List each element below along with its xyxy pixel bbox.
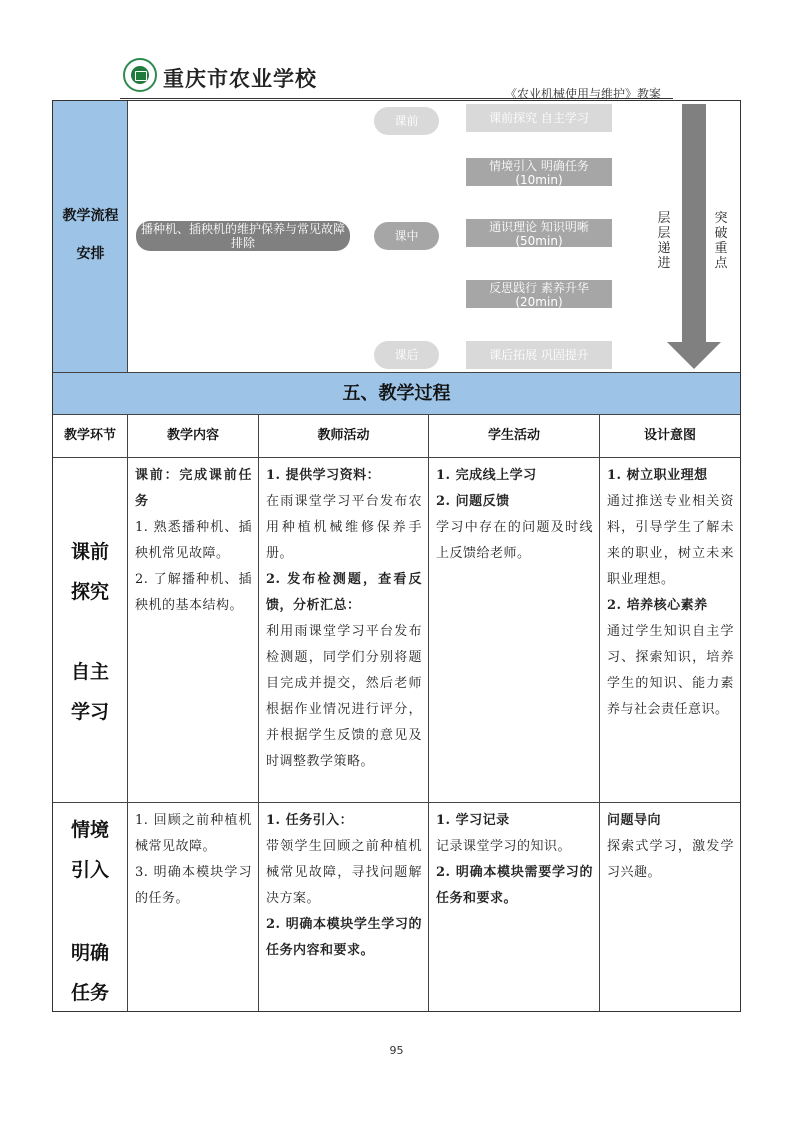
table-cell-intent (600, 803, 740, 1011)
table-cell-teacher (259, 458, 429, 803)
table-cell-content (128, 458, 259, 803)
student-line: 记录课堂学习的知识。 (436, 839, 572, 854)
table-cell-student (429, 803, 600, 1011)
student-line: 1. 完成线上学习 (436, 468, 537, 483)
school-name: 重庆市农业学校 (163, 66, 317, 91)
col-header-content: 教学内容 (128, 415, 259, 458)
phase-pill-during: 课中 (374, 222, 439, 250)
student-line: 学习中存在的问题及时线上反馈给老师。 (436, 520, 593, 561)
phase-pill-before: 课前 (374, 107, 439, 135)
intent-line: 1. 树立职业理想 (607, 468, 708, 483)
content-line: 3. 明确本模块学习的任务。 (135, 865, 252, 906)
intent-line: 2. 培养核心素养 (607, 598, 708, 613)
table-cell-intent (600, 458, 740, 803)
table-row-stage (53, 458, 128, 803)
teacher-line: 1. 任务引入： (266, 813, 354, 828)
content-line: 1. 熟悉播种机、插秧机常见故障。 (135, 520, 252, 561)
student-line: 2. 明确本模块需要学习的任务和要求。 (436, 865, 593, 906)
flow-label-line2: 安排 (76, 246, 105, 262)
intent-line: 探索式学习，激发学习兴趣。 (607, 839, 734, 880)
col-header-student: 学生活动 (429, 415, 600, 458)
table-cell-student (429, 458, 600, 803)
header-divider (120, 98, 673, 99)
stage-text: 情境 (70, 819, 109, 841)
arrow-left-text: 层层递进 (657, 211, 671, 271)
step-box-2 (466, 158, 612, 186)
section-title: 五、教学过程 (53, 373, 740, 415)
content-line: 课前：完成课前任务 (135, 468, 252, 509)
stage-text: 探究 (70, 581, 109, 603)
school-emblem-icon (123, 58, 157, 92)
student-line: 2. 问题反馈 (436, 494, 510, 509)
step-box-1 (466, 104, 612, 132)
step-duration: (50min) (515, 234, 563, 248)
teacher-line: 1. 提供学习资料： (266, 468, 381, 483)
teacher-line: 2. 发布检测题，查看反馈，分析汇总： (266, 572, 422, 613)
step-box-5 (466, 341, 612, 369)
page-number: 95 (389, 1044, 404, 1057)
col-header-intent: 设计意图 (600, 415, 740, 458)
arrow-right-text: 突破重点 (714, 211, 728, 271)
step-title: 情境引入 明确任务 (489, 159, 589, 173)
teacher-line: 带领学生回顾之前种植机械常见故障，寻找问题解决方案。 (266, 839, 422, 906)
teacher-line: 在雨课堂学习平台发布农用种植机械维修保养手册。 (266, 494, 422, 561)
phase-pill-after: 课后 (374, 341, 439, 369)
col-header-stage: 教学环节 (53, 415, 128, 458)
step-title: 课前探究 自主学习 (489, 111, 589, 125)
step-box-3 (466, 219, 612, 247)
content-line: 2. 了解播种机、插秧机的基本结构。 (135, 572, 252, 613)
document-title: 《农业机械使用与维护》教案 (505, 87, 662, 101)
intent-line: 通过学生知识自主学习、探索知识，培养学生的知识、能力素养与社会责任意识。 (607, 624, 734, 717)
teacher-line: 2. 明确本模块学生学习的任务内容和要求。 (266, 917, 422, 958)
step-duration: (20min) (515, 295, 563, 309)
topic-pill: 播种机、插秧机的维护保养与常见故障排除 (136, 221, 350, 251)
table-cell-content (128, 803, 259, 1011)
student-line: 1. 学习记录 (436, 813, 510, 828)
stage-text: 课前 (70, 541, 109, 563)
stage-text: 自主 (70, 661, 109, 683)
stage-text: 学习 (70, 701, 109, 723)
stage-text: 任务 (70, 982, 109, 1004)
teacher-line: 利用雨课堂学习平台发布检测题，同学们分别将题目完成并提交，然后老师根据作业情况进行评分，并根据学生反馈的意见及时调整教学策略。 (266, 624, 422, 769)
lesson-table (52, 100, 741, 1012)
step-box-4 (466, 280, 612, 308)
step-title: 课后拓展 巩固提升 (489, 348, 589, 362)
col-header-teacher: 教师活动 (259, 415, 429, 458)
stage-text: 引入 (70, 859, 109, 881)
step-title: 通识理论 知识明晰 (489, 220, 589, 234)
flow-diagram (128, 101, 740, 373)
content-line: 1. 回顾之前种植机械常见故障。 (135, 813, 252, 854)
step-title: 反思践行 素养升华 (489, 281, 589, 295)
step-duration: (10min) (515, 173, 563, 187)
table-cell-teacher (259, 803, 429, 1011)
flow-label-line1: 教学流程 (62, 208, 119, 224)
table-row-stage (53, 803, 128, 1011)
flow-label-cell (53, 101, 128, 373)
stage-text: 明确 (70, 942, 109, 964)
intent-line: 通过推送专业相关资料，引导学生了解未来的职业，树立未来职业理想。 (607, 494, 734, 587)
intent-line: 问题导向 (607, 813, 662, 828)
